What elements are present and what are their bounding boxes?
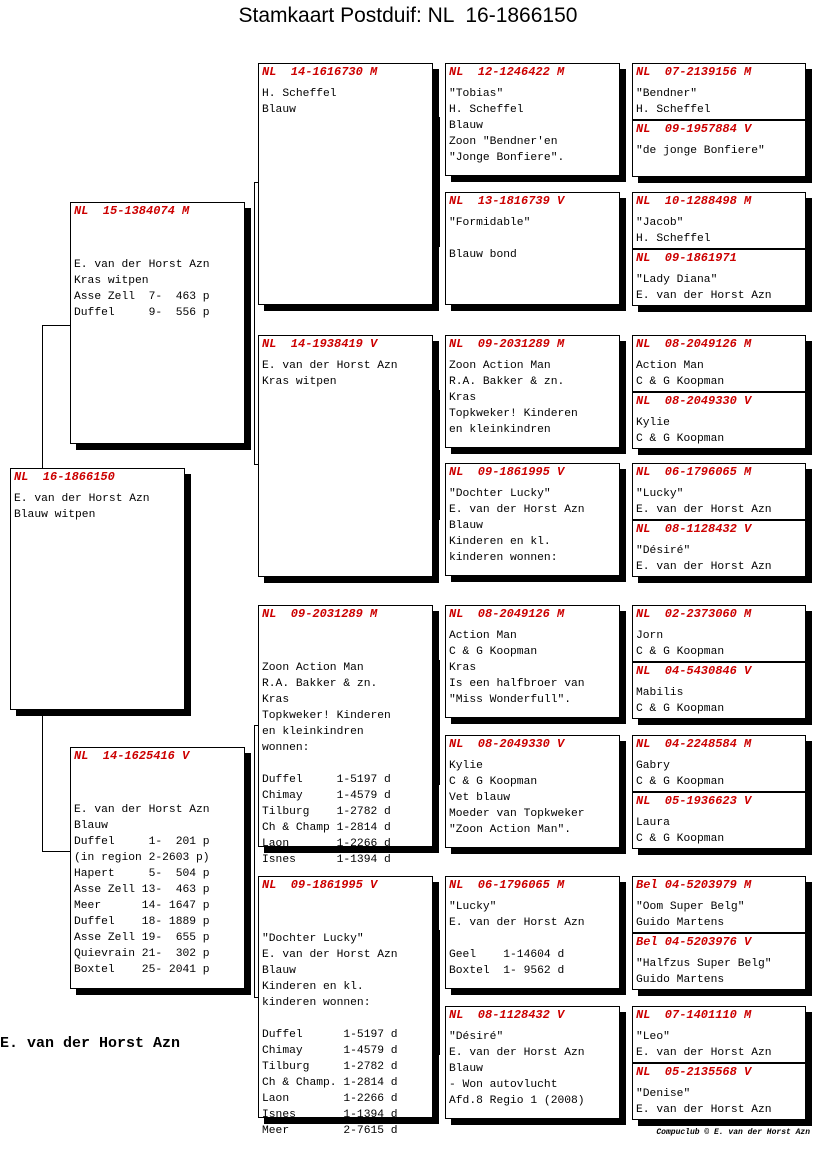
- pigeon-card-g5: [632, 1006, 806, 1063]
- card-details: Zoon Action Man R.A. Bakker & zn. Kras Topkweker! Kinderen en kleinkindren: [449, 360, 578, 436]
- ring-number: NL 02-2373060 M: [636, 607, 752, 621]
- card-details: "Désiré" E. van der Horst Azn Blauw - Won autovlucht Afd.8 Regio 1 (2008): [449, 1031, 585, 1107]
- connector-line: [439, 117, 440, 247]
- card-details: Zoon Action Man R.A. Bakker & zn. Kras Topkweker! Kinderen en kleinkindren wonnen: Duffel 1-5197 d Chimay 1-4579 d Tilburg 1-2782 d Ch & Champ 1-2814 d Laon 1-2266 d Isnes 1-1394 d: [262, 662, 391, 866]
- pigeon-card-g5: [632, 520, 806, 577]
- pigeon-card-g5: [632, 192, 806, 249]
- pigeon-card-great-grandparent: [445, 1006, 620, 1119]
- pigeon-card-g5: [632, 1063, 806, 1120]
- ring-number: NL 16-1866150: [14, 470, 115, 484]
- card-details: "Dochter Lucky" E. van der Horst Azn Blauw Kinderen en kl. kinderen wonnen: Duffel 1-5197 d Chimay 1-4579 d Tilburg 1-2782 d Ch & Champ. 1-2814 d Laon 1-2266 d Isnes 1-1394 d Meer 2-7615 d: [262, 933, 398, 1137]
- pigeon-card-g5: [632, 933, 806, 990]
- pigeon-card-grandparent: [258, 605, 433, 866]
- pigeon-card-g5: [632, 63, 806, 120]
- card-details: Mabilis C & G Koopman: [636, 687, 725, 715]
- card-details: "Lady Diana" E. van der Horst Azn: [636, 274, 772, 302]
- card-details: "Formidable" Blauw bond: [449, 217, 531, 261]
- ring-number: NL 13-1816739 V: [449, 194, 565, 208]
- card-details: "Jacob" H. Scheffel: [636, 217, 711, 245]
- pigeon-card-great-grandparent: [445, 605, 620, 718]
- pigeon-card-g5: [632, 735, 806, 792]
- ring-number: NL 05-2135568 V: [636, 1065, 752, 1079]
- ring-number: NL 06-1796065 M: [636, 465, 752, 479]
- connector-line: [439, 930, 440, 1055]
- card-details: Kylie C & G Koopman Vet blauw Moeder van Topkweker "Zoon Action Man".: [449, 760, 585, 836]
- ring-number: NL 14-1938419 V: [262, 337, 378, 351]
- card-details: "Leo" E. van der Horst Azn: [636, 1031, 772, 1059]
- ring-number: NL 14-1625416 V: [74, 749, 190, 763]
- connector-line: [42, 716, 43, 851]
- pigeon-card-g5: [632, 120, 806, 177]
- ring-number: Bel 04-5203976 V: [636, 935, 752, 949]
- card-details: Laura C & G Koopman: [636, 817, 725, 845]
- ring-number: NL 09-1861995 V: [449, 465, 565, 479]
- card-details: Action Man C & G Koopman: [636, 360, 725, 388]
- ring-number: NL 08-2049126 M: [636, 337, 752, 351]
- card-details: "Oom Super Belg" Guido Martens: [636, 901, 745, 929]
- pigeon-card-great-grandparent: [445, 463, 620, 576]
- pigeon-card-g5: [632, 249, 806, 306]
- credit-text: Compuclub © E. van der Horst Azn: [656, 1128, 810, 1137]
- pigeon-card-grandparent: [258, 876, 433, 1137]
- card-details: "Halfzus Super Belg" Guido Martens: [636, 958, 772, 986]
- ring-number: NL 09-1861971: [636, 251, 737, 265]
- pigeon-card-great-grandparent: [445, 735, 620, 848]
- ring-number: NL 15-1384074 M: [74, 204, 190, 218]
- ring-number: NL 05-1936623 V: [636, 794, 752, 808]
- pigeon-card-subject: [10, 468, 185, 710]
- ring-number: NL 08-1128432 V: [449, 1008, 565, 1022]
- page-title: Stamkaart Postduif: NL 16-1866150: [238, 4, 578, 27]
- ring-number: NL 12-1246422 M: [449, 65, 565, 79]
- card-details: Jorn C & G Koopman: [636, 630, 725, 658]
- pigeon-card-g5: [632, 876, 806, 933]
- pigeon-card-great-grandparent: [445, 63, 620, 176]
- card-details: "Lucky" E. van der Horst Azn Geel 1-14604 d Boxtel 1- 9562 d: [449, 901, 585, 977]
- card-details: H. Scheffel Blauw: [262, 88, 337, 116]
- pigeon-card-great-grandparent: [445, 876, 620, 989]
- connector-line: [439, 660, 440, 785]
- pigeon-card-g5: [632, 335, 806, 392]
- ring-number: NL 14-1616730 M: [262, 65, 378, 79]
- ring-number: NL 09-1957884 V: [636, 122, 752, 136]
- ring-number: Bel 04-5203979 M: [636, 878, 752, 892]
- ring-number: NL 09-2031289 M: [449, 337, 565, 351]
- card-details: "Dochter Lucky" E. van der Horst Azn Blauw Kinderen en kl. kinderen wonnen:: [449, 488, 585, 564]
- pigeon-card-great-grandparent: [445, 335, 620, 448]
- ring-number: NL 08-1128432 V: [636, 522, 752, 536]
- card-details: "Désiré" E. van der Horst Azn: [636, 545, 772, 573]
- pigeon-card-grandparent: [258, 63, 433, 305]
- connector-line: [439, 390, 440, 520]
- card-details: Action Man C & G Koopman Kras Is een halfbroer van "Miss Wonderfull".: [449, 630, 585, 706]
- pigeon-card-g5: [632, 463, 806, 520]
- card-details: Kylie C & G Koopman: [636, 417, 725, 445]
- pigeon-card-g5: [632, 792, 806, 849]
- ring-number: NL 09-1861995 V: [262, 878, 378, 892]
- ring-number: NL 07-2139156 M: [636, 65, 752, 79]
- pigeon-card-father: [70, 202, 245, 444]
- pigeon-card-g5: [632, 605, 806, 662]
- breeder-name: E. van der Horst Azn: [0, 1035, 181, 1052]
- ring-number: NL 04-5430846 V: [636, 664, 752, 678]
- ring-number: NL 09-2031289 M: [262, 607, 378, 621]
- card-details: E. van der Horst Azn Kras witpen: [262, 360, 398, 388]
- pigeon-card-great-grandparent: [445, 192, 620, 305]
- pigeon-card-grandparent: [258, 335, 433, 577]
- card-details: "Lucky" E. van der Horst Azn: [636, 488, 772, 516]
- card-details: E. van der Horst Azn Blauw witpen: [14, 493, 150, 521]
- card-details: "Tobias" H. Scheffel Blauw Zoon "Bendner'en "Jonge Bonfiere".: [449, 88, 565, 164]
- ring-number: NL 10-1288498 M: [636, 194, 752, 208]
- connector-line: [254, 725, 255, 997]
- pigeon-card-g5: [632, 662, 806, 719]
- ring-number: NL 04-2248584 M: [636, 737, 752, 751]
- connector-line: [254, 182, 255, 464]
- card-details: E. van der Horst Azn Kras witpen Asse Zell 7- 463 p Duffel 9- 556 p: [74, 259, 210, 319]
- ring-number: NL 06-1796065 M: [449, 878, 565, 892]
- card-details: "Denise" E. van der Horst Azn: [636, 1088, 772, 1116]
- card-details: E. van der Horst Azn Blauw Duffel 1- 201 p (in region 2-2603 p) Hapert 5- 504 p Asse Zell 13- 463 p Meer 14- 1647 p Duffel 18- 1889 p Asse Zell 19- 655 p Quievrain 21- 302 p Boxtel 25- 2041 p: [74, 804, 210, 976]
- connector-line: [42, 325, 70, 326]
- pigeon-card-mother: [70, 747, 245, 989]
- card-details: Gabry C & G Koopman: [636, 760, 725, 788]
- connector-line: [42, 851, 70, 852]
- pigeon-card-g5: [632, 392, 806, 449]
- ring-number: NL 08-2049330 V: [449, 737, 565, 751]
- ring-number: NL 08-2049330 V: [636, 394, 752, 408]
- card-details: "de jonge Bonfiere": [636, 145, 765, 157]
- card-details: "Bendner" H. Scheffel: [636, 88, 711, 116]
- ring-number: NL 08-2049126 M: [449, 607, 565, 621]
- connector-line: [42, 325, 43, 468]
- ring-number: NL 07-1401110 M: [636, 1008, 752, 1022]
